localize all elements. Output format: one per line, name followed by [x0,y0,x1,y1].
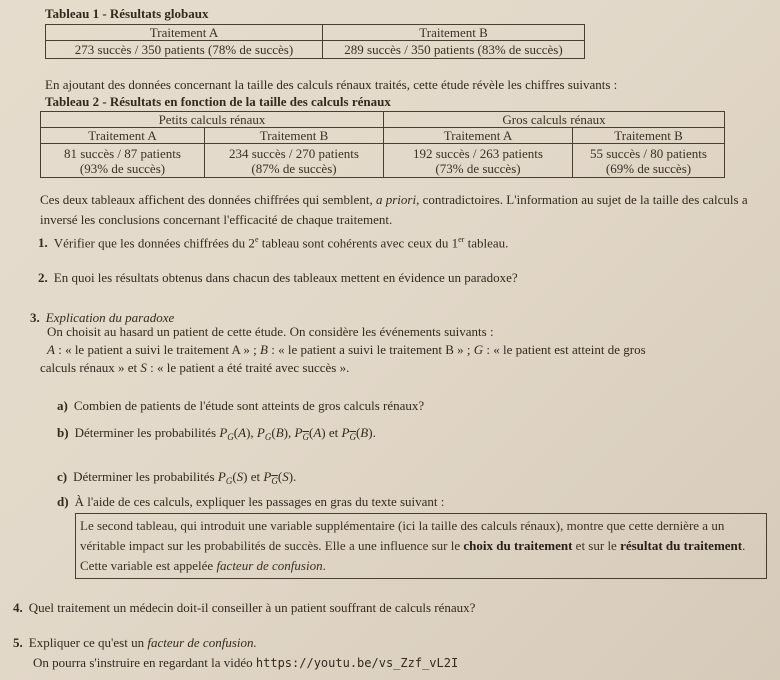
table2 [40,111,725,178]
table2-header-large-a: Traitement A [384,128,573,144]
table2-header-small-b: Traitement B [205,128,384,144]
question-2: 2. En quoi les résultats obtenus dans chacun des tableaux mettent en évidence un paradoxe? [38,270,518,285]
table2-header-small-a: Traitement A [41,128,205,144]
context-paragraph: Ces deux tableaux affichent des données chiffrées qui semblent, a priori, contradictoires. L'information au sujet de la taille des calculs a inversé les conclusions concernant l'efficacité de chaque traitement. [40,192,748,227]
question-3c: c) Déterminer les probabilités $P_G(S)$ et $P_{\overline{G}}(S)$. [57,469,297,486]
question-3-events-cont: calculs rénaux » et S : « le patient a été traité avec succès ». [40,360,350,375]
table1-value-b: 289 succès / 350 patients (83% de succès) [323,41,585,59]
question-3-title: 3. Explication du paradoxe [30,310,175,325]
question-5: 5. Expliquer ce qu'est un facteur de confusion. [13,635,257,650]
table2-header-large-b: Traitement B [573,128,725,144]
question-5-video-line: On pourra s'instruire en regardant la vidéo https://youtu.be/vs_Zzf_vL2I [33,655,459,670]
question-3-events: A : « le patient a suivi le traitement A » ; B : « le patient a suivi le traitement B » ; G : « le patient est atteint de gros [47,342,646,357]
table1-value-a: 273 succès / 350 patients (78% de succès) [46,41,323,59]
question-3d: d) À l'aide de ces calculs, expliquer les passages en gras du texte suivant : [57,494,445,509]
video-url-link[interactable]: https://youtu.be/vs_Zzf_vL2I [255,656,459,670]
table2-cell-large-b: 55 succès / 80 patients (69% de succès) [573,144,725,178]
table1 [45,24,585,59]
table2-cell-small-a: 81 succès / 87 patients (93% de succès) [41,144,205,178]
table2-cell-large-a: 192 succès / 263 patients (73% de succès) [384,144,573,178]
table1-header-a: Traitement A [46,25,323,41]
table2-cell-small-b: 234 succès / 270 patients (87% de succès) [205,144,384,178]
question-1: 1. Vérifier que les données chiffrées du 2e tableau sont cohérents avec ceux du 1er tableau. [38,235,509,251]
question-3b: b) Déterminer les probabilités $P_G(A)$, $P_G(B)$, $P_{\overline{G}}(A)$ et $P_{\overline{G}}(B)$. [57,425,376,442]
question-3a: a) Combien de patients de l'étude sont atteints de gros calculs rénaux? [57,398,425,413]
question-4: 4. Quel traitement un médecin doit-il conseiller à un patient souffrant de calculs rénaux? [13,600,476,615]
question-3-line1: On choisit au hasard un patient de cette étude. On considère les événements suivants : [47,324,494,339]
confusion-factor-quote-box: Le second tableau, qui introduit une variable supplémentaire (ici la taille des calculs rénaux), montre que cette dernière a un véritable impact sur les probabilités de succès. Elle a une influence sur le choix du traitement et sur le résultat du traitement. Cette variable est appelée facteur de confusion. [75,513,767,579]
table1-caption: Tableau 1 - Résultats globaux [45,6,209,21]
table2-caption: Tableau 2 - Résultats en fonction de la taille des calculs rénaux [45,94,391,109]
table2-group-small: Petits calculs rénaux [41,112,384,128]
table2-group-large: Gros calculs rénaux [384,112,725,128]
intro-text: En ajoutant des données concernant la taille des calculs rénaux traités, cette étude révèle les chiffres suivants : [45,77,618,92]
table1-header-b: Traitement B [323,25,585,41]
